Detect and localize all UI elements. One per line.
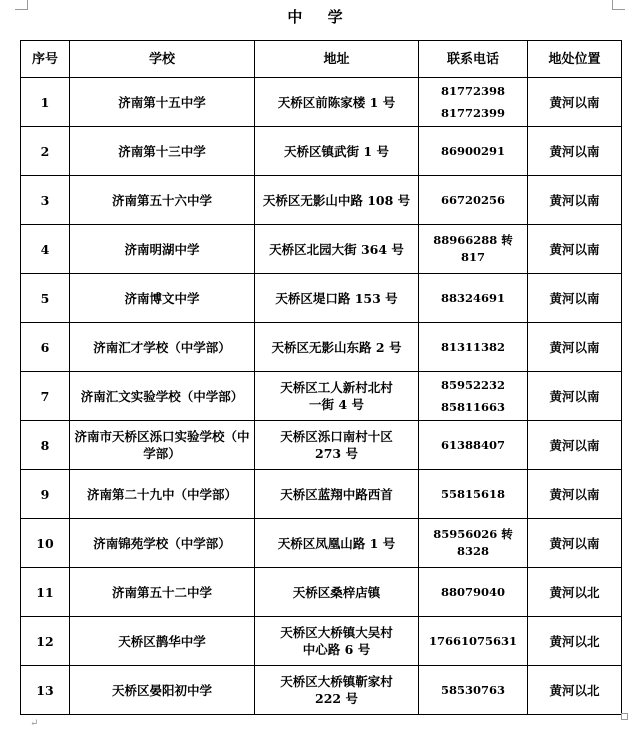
table-row xyxy=(21,323,622,372)
cell-school: 济南第二十九中（中学部） xyxy=(70,470,255,519)
table-row xyxy=(21,176,622,225)
cell-no: 11 xyxy=(21,568,70,617)
cell-school: 济南第十五中学 xyxy=(70,78,255,127)
cell-school: 天桥区鹊华中学 xyxy=(70,617,255,666)
paragraph-mark: ↵ xyxy=(30,718,39,729)
table-row xyxy=(21,519,622,568)
cell-no: 10 xyxy=(21,519,70,568)
address-line: 天桥区工人新村北村 xyxy=(280,380,393,395)
address-line: 天桥区大桥镇大吴村 xyxy=(280,625,393,640)
cell-phone xyxy=(419,470,528,519)
header-address: 地址 xyxy=(255,41,419,78)
cell-school: 济南明湖中学 xyxy=(70,225,255,274)
cell-phone xyxy=(419,617,528,666)
cell-phone xyxy=(419,78,528,127)
cell-address xyxy=(255,617,419,666)
cell-no: 2 xyxy=(21,127,70,176)
phone-line: 55815618 xyxy=(440,486,505,501)
cell-no: 7 xyxy=(21,372,70,421)
address-line: 天桥区泺口南村十区 xyxy=(280,429,393,444)
table-row xyxy=(21,666,622,715)
header-school: 学校 xyxy=(70,41,255,78)
table-header-row xyxy=(21,41,622,78)
phone-line: 88966288 转 817 xyxy=(433,233,513,264)
cell-location: 黄河以南 xyxy=(528,225,622,274)
cell-address xyxy=(255,519,419,568)
cell-school: 济南汇才学校（中学部） xyxy=(70,323,255,372)
cell-phone xyxy=(419,666,528,715)
cell-address xyxy=(255,176,419,225)
cell-school: 济南博文中学 xyxy=(70,274,255,323)
table-row xyxy=(21,225,622,274)
cell-location: 黄河以北 xyxy=(528,617,622,666)
cell-address xyxy=(255,127,419,176)
cell-location: 黄河以南 xyxy=(528,78,622,127)
cell-location: 黄河以南 xyxy=(528,127,622,176)
phone-line: 86900291 xyxy=(440,143,505,158)
school-table xyxy=(20,40,622,715)
cell-address xyxy=(255,323,419,372)
cell-school: 济南锦苑学校（中学部） xyxy=(70,519,255,568)
address-line: 一街 4 号 xyxy=(309,397,364,412)
cell-address xyxy=(255,470,419,519)
phone-line: 66720256 xyxy=(440,192,505,207)
phone-line: 85952232 xyxy=(440,378,505,392)
cell-address xyxy=(255,421,419,470)
cell-phone xyxy=(419,127,528,176)
cell-address xyxy=(255,666,419,715)
cell-school: 济南第五十六中学 xyxy=(70,176,255,225)
phone-line: 61388407 xyxy=(440,437,505,452)
header-phone: 联系电话 xyxy=(419,41,528,78)
cell-location: 黄河以南 xyxy=(528,323,622,372)
cell-phone xyxy=(419,176,528,225)
table-row xyxy=(21,470,622,519)
cell-school: 天桥区晏阳初中学 xyxy=(70,666,255,715)
cell-no: 9 xyxy=(21,470,70,519)
cell-no: 12 xyxy=(21,617,70,666)
cell-address xyxy=(255,372,419,421)
cell-no: 13 xyxy=(21,666,70,715)
address-line: 天桥区镇武街 1 号 xyxy=(284,143,389,159)
cell-no: 3 xyxy=(21,176,70,225)
cell-location: 黄河以南 xyxy=(528,372,622,421)
cell-phone xyxy=(419,421,528,470)
cell-address xyxy=(255,568,419,617)
cell-address xyxy=(255,78,419,127)
cell-phone xyxy=(419,519,528,568)
cell-phone xyxy=(419,323,528,372)
cell-location: 黄河以南 xyxy=(528,274,622,323)
cell-no: 6 xyxy=(21,323,70,372)
cell-no: 4 xyxy=(21,225,70,274)
address-line: 天桥区蓝翔中路西首 xyxy=(280,486,393,502)
cell-phone xyxy=(419,568,528,617)
table-row xyxy=(21,127,622,176)
cell-location: 黄河以南 xyxy=(528,470,622,519)
table-row xyxy=(21,568,622,617)
phone-line: 85811663 xyxy=(440,400,505,414)
address-line: 天桥区凤凰山路 1 号 xyxy=(277,535,396,551)
cell-no: 1 xyxy=(21,78,70,127)
header-location: 地处位置 xyxy=(528,41,622,78)
cell-phone xyxy=(419,225,528,274)
phone-line: 85956026 转 8328 xyxy=(433,527,513,558)
cell-location: 黄河以北 xyxy=(528,568,622,617)
document-title: 中 学 xyxy=(287,8,353,26)
address-line: 273 号 xyxy=(315,446,358,461)
cell-school: 济南市天桥区泺口实验学校（中学部） xyxy=(70,421,255,470)
cell-location: 黄河以南 xyxy=(528,519,622,568)
table-row xyxy=(21,421,622,470)
phone-line: 81772398 xyxy=(440,84,505,98)
table-row xyxy=(21,372,622,421)
cell-location: 黄河以南 xyxy=(528,176,622,225)
cell-school: 济南第十三中学 xyxy=(70,127,255,176)
cell-location: 黄河以北 xyxy=(528,666,622,715)
cell-no: 8 xyxy=(21,421,70,470)
address-line: 天桥区桑梓店镇 xyxy=(292,584,381,600)
phone-line: 88079040 xyxy=(440,584,505,599)
address-line: 天桥区大桥镇靳家村 xyxy=(280,674,393,689)
phone-line: 81311382 xyxy=(440,339,505,354)
address-line: 天桥区无影山东路 2 号 xyxy=(271,339,402,355)
cell-no: 5 xyxy=(21,274,70,323)
cell-phone xyxy=(419,274,528,323)
phone-line: 58530763 xyxy=(440,682,505,697)
phone-line: 88324691 xyxy=(440,290,505,305)
address-line: 天桥区北园大街 364 号 xyxy=(269,241,404,257)
address-line: 天桥区前陈家楼 1 号 xyxy=(277,94,396,110)
table-row xyxy=(21,617,622,666)
table-row xyxy=(21,78,622,127)
address-line: 222 号 xyxy=(315,691,358,706)
cell-location: 黄河以南 xyxy=(528,421,622,470)
header-no: 序号 xyxy=(21,41,70,78)
address-line: 中心路 6 号 xyxy=(302,642,371,657)
phone-line: 17661075631 xyxy=(428,633,518,648)
cell-phone xyxy=(419,372,528,421)
address-line: 天桥区无影山中路 108 号 xyxy=(262,192,411,208)
table-end-mark xyxy=(621,713,628,720)
phone-line: 81772399 xyxy=(440,106,505,120)
cell-school: 济南第五十二中学 xyxy=(70,568,255,617)
table-row xyxy=(21,274,622,323)
cell-school: 济南汇文实验学校（中学部） xyxy=(70,372,255,421)
address-line: 天桥区堤口路 153 号 xyxy=(275,290,398,306)
cell-address xyxy=(255,225,419,274)
cell-address xyxy=(255,274,419,323)
